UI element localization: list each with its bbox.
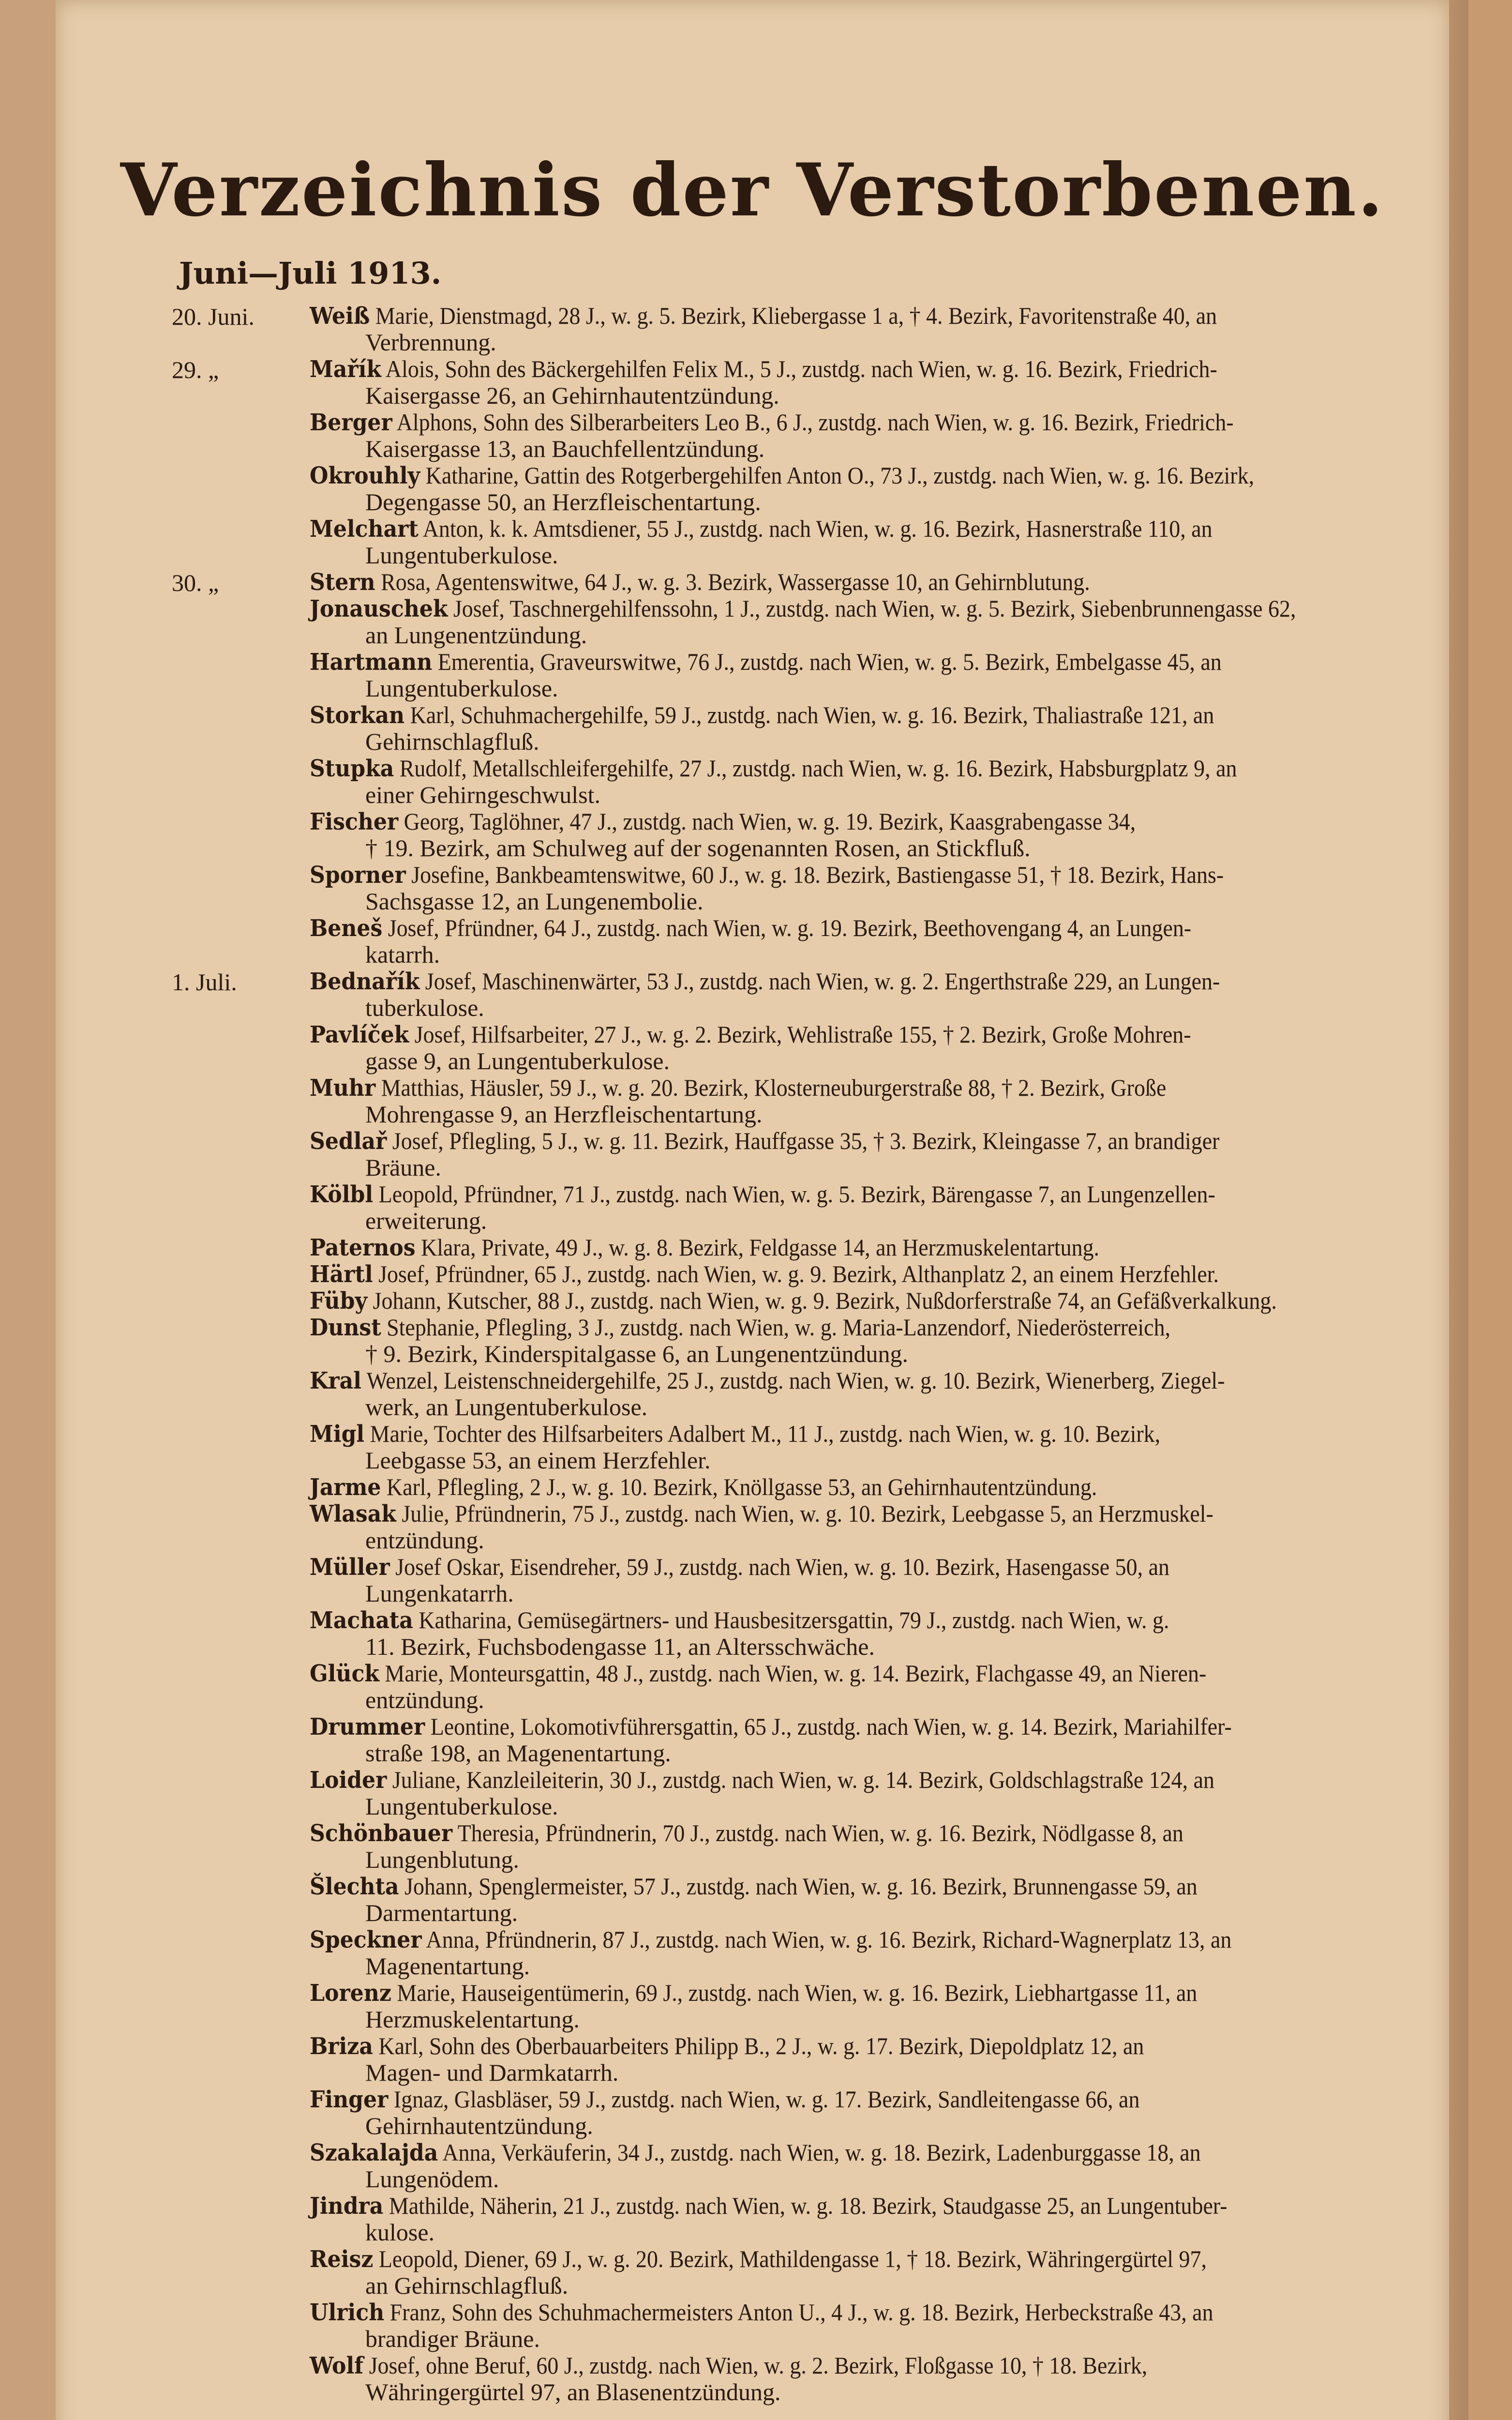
entry-text: Wenzel, Leistenschneidergehilfe, 25 J., zustdg. nach Wien, w. g. 10. Bezirk, Wienerberg, Ziegel-: [361, 1367, 1225, 1394]
entry-text: Josefine, Bankbeamtenswitwe, 60 J., w. g. 18. Bezirk, Bastiengasse 51, † 18. Bezirk, Hans-: [405, 861, 1224, 888]
entry-line: [310, 649, 1412, 676]
entry-continuation: Lungenödem.: [365, 2165, 499, 2193]
page-gutter-left: [0, 0, 56, 2420]
entry-text: Leopold, Diener, 69 J., w. g. 20. Bezirk, Mathildengasse 1, † 18. Bezirk, Währingergürtel 97,: [373, 2245, 1207, 2272]
entry-continuation: an Lungenentzündung.: [365, 621, 587, 649]
entry-line: [310, 1873, 1412, 1900]
entry-line: [310, 302, 1412, 330]
entry-continuation: Degengasse 50, an Herzfleischentartung.: [365, 488, 761, 515]
entry-surname: Finger: [310, 2086, 389, 2113]
entry-surname: Schönbauer: [310, 1820, 453, 1847]
entry-line: [310, 1421, 1412, 1448]
entry-text: Matthias, Häusler, 59 J., w. g. 20. Bezirk, Klosterneuburgerstraße 88, † 2. Bezirk, Große: [375, 1074, 1167, 1101]
entry-surname: Härtl: [310, 1261, 373, 1288]
entry-line: [310, 2139, 1412, 2166]
entry-line: [310, 1474, 1412, 1501]
entry-line: [310, 595, 1412, 622]
entry-line: [310, 1980, 1412, 2007]
entry-surname: Jarme: [310, 1474, 381, 1501]
entry-surname: Drummer: [310, 1713, 425, 1740]
entry-continuation: Lungentuberkulose.: [365, 1793, 558, 1820]
entry-line: [310, 2352, 1412, 2379]
entry-text: Josef, ohne Beruf, 60 J., zustdg. nach Wien, w. g. 2. Bezirk, Floßgasse 10, † 18. Bezirk,: [363, 2352, 1148, 2379]
entry-date: 29. „: [172, 356, 219, 383]
entry-date: 1. Juli.: [172, 968, 237, 996]
entry-surname: Loider: [310, 1767, 387, 1794]
entry-text: Klara, Private, 49 J., w. g. 8. Bezirk, Feldgasse 14, an Herzmuskelentartung.: [415, 1234, 1100, 1261]
entry-continuation: straße 198, an Magenentartung.: [365, 1739, 671, 1767]
entry-line: [310, 462, 1412, 489]
entry-line: [310, 1767, 1412, 1794]
entry-line: [310, 515, 1412, 543]
entry-line: [310, 1287, 1412, 1315]
entry-text: Katharina, Gemüsegärtners- und Hausbesitzersgattin, 79 J., zustdg. nach Wien, w. g.: [413, 1606, 1169, 1634]
entry-continuation: Mohrengasse 9, an Herzfleischentartung.: [365, 1101, 763, 1128]
entry-text: Josef Oskar, Eisendreher, 59 J., zustdg. nach Wien, w. g. 10. Bezirk, Hasengasse 50, an: [389, 1553, 1169, 1580]
entry-text: Marie, Monteursgattin, 48 J., zustdg. nach Wien, w. g. 14. Bezirk, Flachgasse 49, an Nieren-: [379, 1660, 1207, 1687]
entry-surname: Beneš: [310, 915, 383, 942]
entry-line: [310, 862, 1412, 889]
entry-continuation: Bräune.: [365, 1154, 441, 1181]
page-subtitle: Juni—Juli 1913.: [179, 256, 442, 291]
entry-continuation: Magenentartung.: [365, 1952, 530, 1980]
entry-line: [310, 1367, 1412, 1394]
entry-continuation: kulose.: [365, 2219, 435, 2246]
entry-line: [310, 1500, 1412, 1528]
entry-text: Franz, Sohn des Schuhmachermeisters Anton U., 4 J., w. g. 18. Bezirk, Herbeckstraße 43, an: [384, 2299, 1213, 2326]
entry-continuation: Leebgasse 53, an einem Herzfehler.: [365, 1447, 711, 1474]
entry-line: [310, 1314, 1412, 1341]
entry-surname: Jindra: [310, 2193, 384, 2220]
entry-text: Josef, Hilfsarbeiter, 27 J., w. g. 2. Bezirk, Wehlistraße 155, † 2. Bezirk, Große Mohren-: [409, 1021, 1191, 1048]
entry-line: [310, 1074, 1412, 1102]
entry-line: [310, 702, 1412, 729]
entry-surname: Melchart: [310, 515, 419, 543]
entry-line: [310, 1660, 1412, 1687]
entry-line: [310, 1021, 1412, 1048]
entry-text: Anna, Verkäuferin, 34 J., zustdg. nach Wien, w. g. 18. Bezirk, Ladenburggasse 18, an: [438, 2139, 1201, 2166]
entry-line: [310, 808, 1412, 835]
entry-line: [310, 409, 1412, 436]
entry-line: [310, 1607, 1412, 1634]
entry-continuation: Verbrennung.: [365, 329, 496, 356]
entry-surname: Machata: [310, 1607, 413, 1634]
entry-text: Johann, Kutscher, 88 J., zustdg. nach Wien, w. g. 9. Bezirk, Nußdorferstraße 74, an Gefäßverkalkung.: [367, 1287, 1277, 1314]
entry-surname: Stupka: [310, 755, 394, 782]
entry-text: Marie, Tochter des Hilfsarbeiters Adalbert M., 11 J., zustdg. nach Wien, w. g. 10. Bezirk,: [364, 1420, 1161, 1447]
entry-line: [310, 968, 1412, 995]
entry-surname: Migl: [310, 1421, 365, 1448]
entry-text: Karl, Sohn des Oberbauarbeiters Philipp B., 2 J., w. g. 17. Bezirk, Diepoldplatz 12, an: [373, 2032, 1144, 2059]
entry-surname: Hartmann: [310, 649, 433, 676]
entry-date: 20. Juni.: [172, 303, 254, 330]
entry-continuation: Darmentartung.: [365, 1899, 518, 1926]
entry-surname: Wolf: [310, 2352, 364, 2379]
entry-surname: Berger: [310, 409, 392, 436]
next-page-sliver: [1468, 0, 1512, 2420]
entry-surname: Paternos: [310, 1234, 416, 1261]
entry-surname: Jonauschek: [310, 595, 448, 622]
entry-continuation: entzündung.: [365, 1686, 484, 1713]
entry-text: Rudolf, Metallschleifergehilfe, 27 J., zustdg. nach Wien, w. g. 16. Bezirk, Habsburgplatz 9, an: [394, 755, 1237, 782]
entry-surname: Sedlař: [310, 1128, 387, 1155]
entry-text: Rosa, Agentenswitwe, 64 J., w. g. 3. Bezirk, Wassergasse 10, an Gehirnblutung.: [375, 568, 1090, 595]
entry-text: Leontine, Lokomotivführersgattin, 65 J., zustdg. nach Wien, w. g. 14. Bezirk, Mariahilfer-: [425, 1713, 1232, 1740]
entry-line: [310, 2246, 1412, 2273]
entry-continuation: Lungentuberkulose.: [365, 542, 558, 569]
entry-text: Juliane, Kanzleileiterin, 30 J., zustdg. nach Wien, w. g. 14. Bezirk, Goldschlagstraße 124, an: [387, 1766, 1214, 1793]
entry-line: [310, 2033, 1412, 2060]
entry-surname: Briza: [310, 2033, 373, 2060]
entry-continuation: erweiterung.: [365, 1207, 487, 1234]
entry-continuation: † 19. Bezirk, am Schulweg auf der sogenannten Rosen, an Stickfluß.: [365, 834, 1031, 862]
entry-continuation: 11. Bezirk, Fuchsbodengasse 11, an Altersschwäche.: [365, 1633, 875, 1660]
entry-text: Alphons, Sohn des Silberarbeiters Leo B., 6 J., zustdg. nach Wien, w. g. 16. Bezirk, Friedrich-: [392, 408, 1234, 436]
entry-line: [310, 1261, 1412, 1288]
entry-text: Marie, Dienstmagd, 28 J., w. g. 5. Bezirk, Kliebergasse 1 a, † 4. Bezirk, Favoritenstraße 40, an: [370, 302, 1217, 329]
entry-line: [310, 2086, 1412, 2113]
entry-text: Josef, Pflegling, 5 J., w. g. 11. Bezirk, Hauffgasse 35, † 3. Bezirk, Kleingasse 7, an brandiger: [387, 1127, 1220, 1154]
entry-continuation: Gehirnschlagfluß.: [365, 728, 539, 755]
entry-continuation: entzündung.: [365, 1527, 484, 1554]
entry-surname: Sporner: [310, 862, 406, 889]
entry-continuation: an Gehirnschlagfluß.: [365, 2272, 569, 2299]
entry-surname: Speckner: [310, 1926, 422, 1953]
entry-line: [310, 1554, 1412, 1581]
entry-text: Josef, Pfründner, 65 J., zustdg. nach Wien, w. g. 9. Bezirk, Althanplatz 2, an einem Herzfehler.: [373, 1260, 1219, 1287]
entry-continuation: Herzmuskelentartung.: [365, 2006, 580, 2033]
entry-line: [310, 915, 1412, 942]
entry-continuation: Lungentuberkulose.: [365, 675, 558, 702]
entry-continuation: Gehirnhautentzündung.: [365, 2112, 593, 2139]
entry-continuation: werk, an Lungentuberkulose.: [365, 1393, 648, 1421]
entry-surname: Fischer: [310, 808, 399, 835]
entry-line: [310, 1820, 1412, 1847]
entry-continuation: katarrh.: [365, 941, 440, 968]
entry-text: Josef, Maschinenwärter, 53 J., zustdg. nach Wien, w. g. 2. Engerthstraße 229, an Lungen-: [419, 968, 1220, 995]
entry-line: [310, 2299, 1412, 2326]
entry-text: Johann, Spenglermeister, 57 J., zustdg. nach Wien, w. g. 16. Bezirk, Brunnengasse 59, an: [399, 1873, 1198, 1900]
entry-surname: Mařík: [310, 356, 381, 383]
entry-surname: Šlechta: [310, 1873, 399, 1900]
entry-surname: Füby: [310, 1287, 368, 1315]
entry-text: Karl, Schuhmachergehilfe, 59 J., zustdg. nach Wien, w. g. 16. Bezirk, Thaliastraße 121, an: [404, 701, 1214, 728]
entry-text: Julie, Pfründnerin, 75 J., zustdg. nach Wien, w. g. 10. Bezirk, Leebgasse 5, an Herzmuskel-: [396, 1500, 1213, 1527]
entry-continuation: einer Gehirngeschwulst.: [365, 781, 600, 808]
entry-surname: Okrouhly: [310, 462, 420, 489]
entry-surname: Wlasak: [310, 1500, 396, 1528]
document-page: [56, 0, 1449, 2420]
entry-text: Alois, Sohn des Bäckergehilfen Felix M., 5 J., zustdg. nach Wien, w. g. 16. Bezirk, Friedrich-: [381, 355, 1217, 382]
entry-text: Leopold, Pfründner, 71 J., zustdg. nach Wien, w. g. 5. Bezirk, Bärengasse 7, an Lungenzellen-: [373, 1180, 1215, 1208]
entry-text: Anna, Pfründnerin, 87 J., zustdg. nach Wien, w. g. 16. Bezirk, Richard-Wagnerplatz 13, an: [421, 1926, 1232, 1953]
entry-surname: Glück: [310, 1660, 379, 1687]
entry-continuation: gasse 9, an Lungentuberkulose.: [365, 1047, 670, 1074]
entry-continuation: Magen- und Darmkatarrh.: [365, 2059, 619, 2086]
entry-surname: Ulrich: [310, 2299, 385, 2326]
entry-text: Georg, Taglöhner, 47 J., zustdg. nach Wien, w. g. 19. Bezirk, Kaasgrabengasse 34,: [398, 808, 1136, 835]
entry-surname: Pavlíček: [310, 1021, 409, 1048]
entry-surname: Kölbl: [310, 1181, 374, 1208]
entry-surname: Bednařík: [310, 968, 420, 995]
entry-surname: Weiß: [310, 302, 370, 330]
entry-surname: Dunst: [310, 1314, 381, 1341]
entry-surname: Storkan: [310, 702, 405, 729]
entry-line: [310, 569, 1412, 596]
entry-date: 30. „: [172, 569, 219, 596]
entry-surname: Reisz: [310, 2246, 374, 2273]
entry-surname: Muhr: [310, 1074, 376, 1102]
entry-surname: Stern: [310, 569, 375, 596]
entry-text: Ignaz, Glasbläser, 59 J., zustdg. nach Wien, w. g. 17. Bezirk, Sandleitengasse 66, an: [388, 2086, 1140, 2113]
entry-continuation: Sachsgasse 12, an Lungenembolie.: [365, 888, 704, 915]
entry-text: Josef, Pfründner, 64 J., zustdg. nach Wien, w. g. 19. Bezirk, Beethovengang 4, an Lungen-: [382, 914, 1192, 941]
entry-continuation: brandiger Bräune.: [365, 2325, 540, 2352]
entry-text: Josef, Taschnergehilfenssohn, 1 J., zustdg. nach Wien, w. g. 5. Bezirk, Siebenbrunnengasse 62,: [448, 595, 1296, 622]
entry-text: Karl, Pflegling, 2 J., w. g. 10. Bezirk, Knöllgasse 53, an Gehirnhautentzündung.: [381, 1473, 1097, 1500]
entry-continuation: Kaisergasse 13, an Bauchfellentzündung.: [365, 435, 765, 462]
entry-text: Marie, Hauseigentümerin, 69 J., zustdg. nach Wien, w. g. 16. Bezirk, Liebhartgasse 11, an: [391, 1979, 1198, 2006]
entry-continuation: † 9. Bezirk, Kinderspitalgasse 6, an Lungenentzündung.: [365, 1340, 908, 1367]
entry-surname: Lorenz: [310, 1980, 391, 2007]
entry-continuation: Lungenkatarrh.: [365, 1580, 514, 1607]
entry-continuation: Währingergürtel 97, an Blasenentzündung.: [365, 2378, 781, 2405]
page-title: Verzeichnis der Verstorbenen.: [120, 148, 1385, 233]
entry-line: [310, 2193, 1412, 2220]
entry-line: [310, 1181, 1412, 1208]
entry-text: Theresia, Pfründnerin, 70 J., zustdg. nach Wien, w. g. 16. Bezirk, Nödlgasse 8, an: [452, 1819, 1183, 1846]
entry-continuation: Lungenblutung.: [365, 1846, 520, 1873]
entry-text: Stephanie, Pflegling, 3 J., zustdg. nach Wien, w. g. Maria-Lanzendorf, Niederösterreich,: [381, 1314, 1171, 1341]
entry-line: [310, 356, 1412, 383]
entry-surname: Szakalajda: [310, 2139, 438, 2166]
entry-line: [310, 1234, 1412, 1261]
entry-line: [310, 755, 1412, 782]
entry-continuation: tuberkulose.: [365, 994, 484, 1021]
entry-surname: Müller: [310, 1554, 390, 1581]
entry-continuation: Kaisergasse 26, an Gehirnhautentzündung.: [365, 382, 779, 409]
entry-text: Mathilde, Näherin, 21 J., zustdg. nach Wien, w. g. 18. Bezirk, Staudgasse 25, an Lungentuber-: [383, 2192, 1228, 2219]
entry-surname: Kral: [310, 1367, 361, 1394]
entry-line: [310, 1926, 1412, 1953]
entry-text: Katharine, Gattin des Rotgerbergehilfen Anton O., 73 J., zustdg. nach Wien, w. g. 16. Bezirk,: [420, 462, 1255, 489]
entry-text: Anton, k. k. Amtsdiener, 55 J., zustdg. nach Wien, w. g. 16. Bezirk, Hasnerstraße 110, an: [418, 515, 1213, 542]
entry-text: Emerentia, Graveurswitwe, 76 J., zustdg. nach Wien, w. g. 5. Bezirk, Embelgasse 45, an: [432, 648, 1222, 675]
entry-line: [310, 1713, 1412, 1740]
entry-line: [310, 1128, 1412, 1155]
